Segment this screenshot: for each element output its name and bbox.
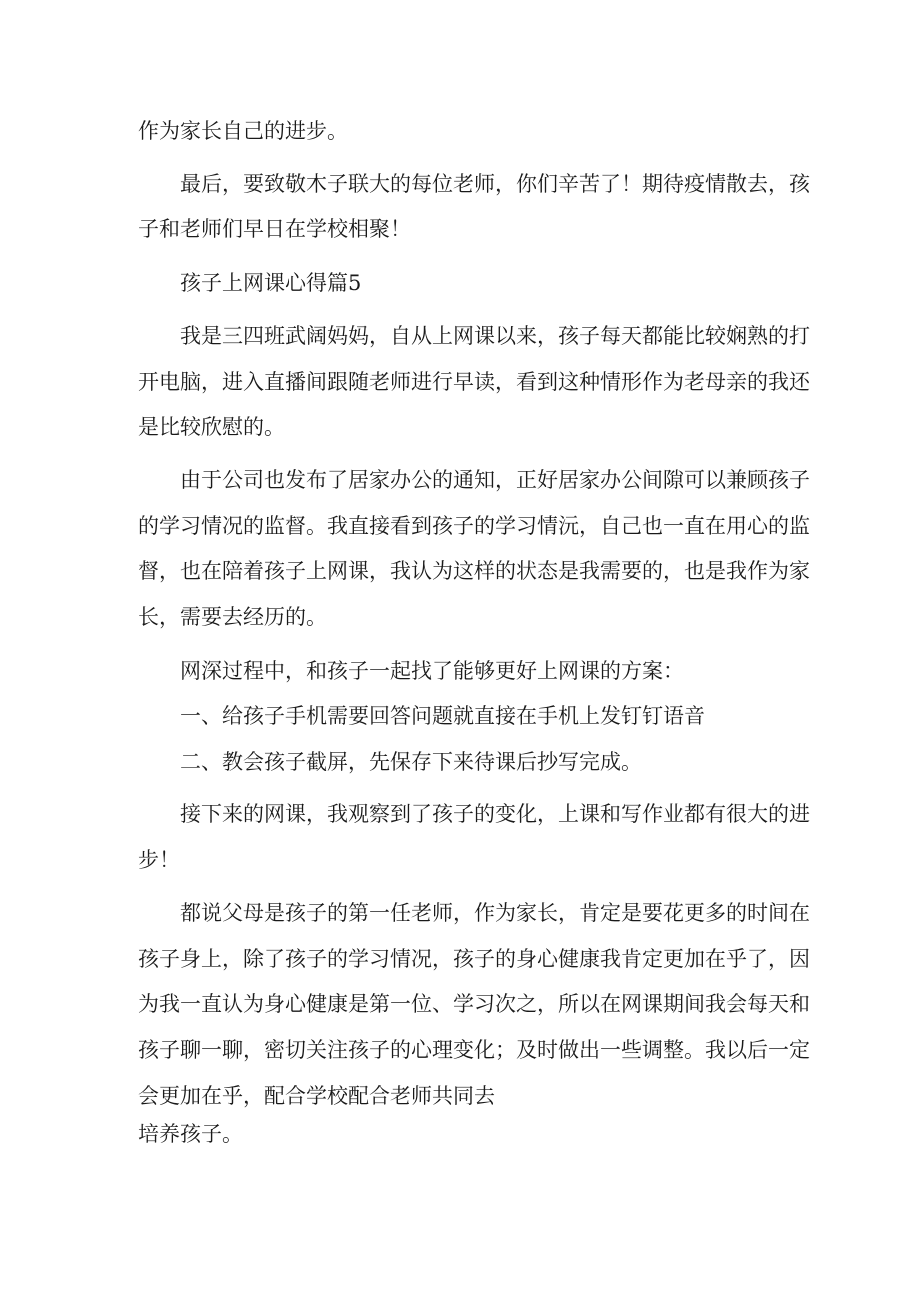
paragraph-line: 会更加在乎，配合学校配合老师共同去: [138, 1084, 495, 1108]
paragraph-line: 孩子身上，除了孩子的学习情况，孩子的身心健康我肯定更加在乎了，因: [138, 947, 810, 971]
paragraph-line: 培养孩子。: [138, 1122, 243, 1146]
closing-line-2: 子和老师们早日在学校相聚！: [138, 217, 411, 241]
paragraph-line: 都说父母是孩子的第一任老师，作为家长，肯定是要花更多的时间在: [180, 901, 810, 925]
closing-line-1: 最后，要致敬木子联大的每位老师，你们辛苦了！期待疫情散去，孩: [180, 172, 810, 196]
paragraph-line: 开电脑，进入直播间跟随老师进行早读，看到这种情形作为老母亲的我还: [138, 370, 810, 394]
section-title: 孩子上网课心得篇5: [180, 271, 362, 295]
paragraph-line: 为我一直认为身心健康是第一位、学习次之，所以在网课期间我会每天和: [138, 992, 810, 1016]
paragraph-line: 步！: [138, 848, 180, 872]
continuation-line: 作为家长自己的进步。: [138, 119, 348, 143]
paragraph-line: 长，需要去经历的。: [138, 605, 327, 629]
paragraph-line: 我是三四班武阔妈妈，自从上网课以来，孩子每天都能比较娴熟的打: [180, 324, 810, 348]
paragraph-line: 孩子聊一聊，密切关注孩子的心理变化；及时做出一些调整。我以后一定: [138, 1038, 810, 1062]
paragraph-line: 督，也在陪着孩子上网课，我认为这样的状态是我需要的，也是我作为家: [138, 559, 810, 583]
paragraph-line: 由于公司也发布了居家办公的通知，正好居家办公间隙可以兼顾孩子: [180, 468, 810, 492]
paragraph-line: 接下来的网课，我观察到了孩子的变化，上课和写作业都有很大的进: [180, 802, 810, 826]
paragraph-line: 是比较欣慰的。: [138, 415, 285, 439]
paragraph-line: 的学习情况的监督。我直接看到孩子的学习情沅，自己也一直在用心的监: [138, 514, 810, 538]
list-item-2: 二、教会孩子截屏，先保存下来待课后抄写完成。: [180, 750, 642, 774]
list-item-1: 一、给孩子手机需要回答问题就直接在手机上发钉钉语音: [180, 704, 705, 728]
paragraph-line: 网深过程中，和孩子一起找了能够更好上网课的方案：: [180, 659, 684, 683]
